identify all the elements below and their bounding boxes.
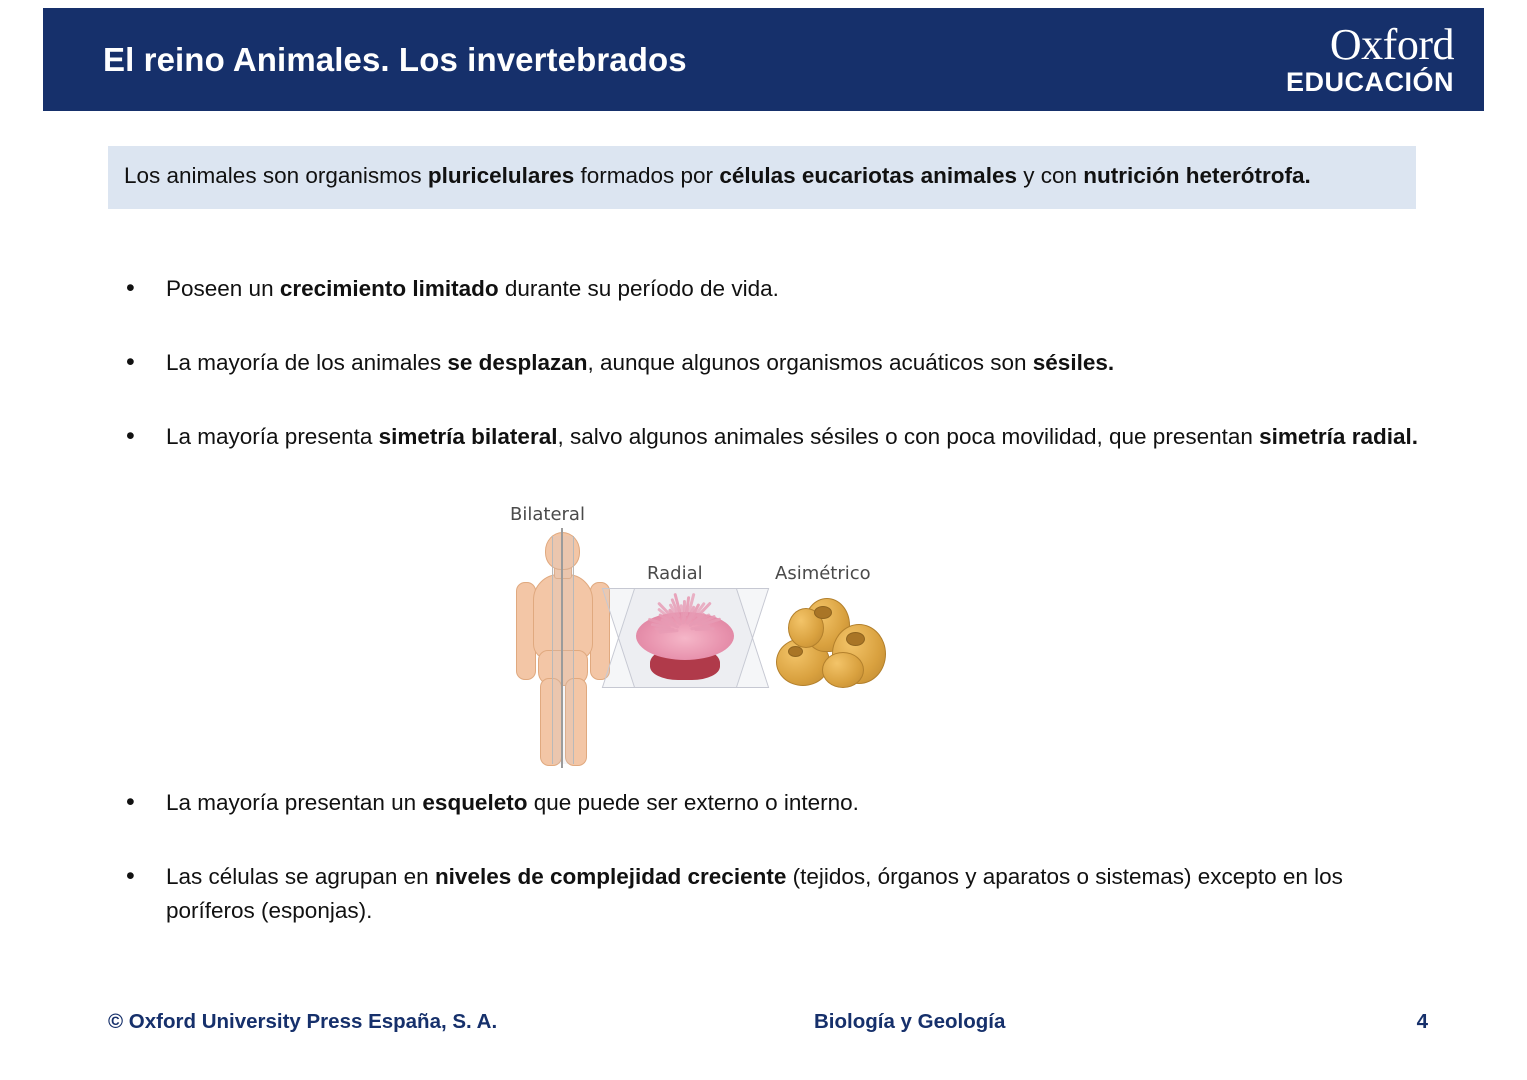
footer-copyright: © Oxford University Press España, S. A. xyxy=(108,1010,498,1033)
list-spacer xyxy=(108,820,1428,860)
list-item-text xyxy=(166,420,1428,454)
plain-text: La mayoría presentan un xyxy=(166,790,423,815)
plain-text: La mayoría de los animales xyxy=(166,349,448,375)
list-item xyxy=(108,420,1428,454)
emphasis-text: crecimiento limitado xyxy=(279,276,499,301)
page-title: El reino Animales. Los invertebrados xyxy=(103,40,687,78)
list-item-text xyxy=(166,346,1428,380)
emphasis-text: sésiles. xyxy=(1032,349,1115,375)
list-item xyxy=(108,860,1428,928)
plain-text: y con xyxy=(1016,163,1084,188)
sponge-illustration xyxy=(770,590,890,695)
bullet-list-top xyxy=(108,272,1428,453)
slide-header xyxy=(43,8,1484,111)
sponge-lobe-5 xyxy=(822,652,864,688)
emphasis-text: simetría bilateral xyxy=(378,423,558,449)
emphasis-text: células eucariotas animales xyxy=(719,163,1017,188)
emphasis-text: simetría radial. xyxy=(1259,423,1418,449)
plain-text: Poseen un xyxy=(166,276,280,301)
sponge-osculum-3 xyxy=(788,646,803,657)
bullet-marker-icon: • xyxy=(126,861,135,890)
list-item xyxy=(108,786,1428,820)
anemone-illustration xyxy=(618,588,753,698)
logo-educacion-text: EDUCACIÓN xyxy=(1285,67,1454,97)
list-item-text xyxy=(166,860,1428,928)
list-item xyxy=(108,346,1428,380)
oxford-educacion-logo xyxy=(1285,20,1462,97)
plain-text: , salvo algunos animales sésiles o con poca movilidad, que presentan xyxy=(557,423,1260,449)
list-item-text xyxy=(166,786,1428,820)
sponge-osculum-2 xyxy=(846,632,865,646)
figure-label-bilateral: Bilateral xyxy=(510,504,585,525)
plain-text: Las células se agrupan en xyxy=(166,863,435,889)
bilateral-symmetry-plane xyxy=(552,536,574,764)
list-spacer xyxy=(108,306,1428,346)
human-body-illustration xyxy=(508,532,616,764)
intro-definition-box xyxy=(108,146,1416,209)
symmetry-figure xyxy=(470,492,950,777)
emphasis-text: niveles de complejidad creciente xyxy=(434,863,787,889)
emphasis-text: pluricelulares xyxy=(427,163,575,188)
bullet-marker-icon: • xyxy=(126,347,135,376)
bilateral-symmetry-axis xyxy=(561,528,563,768)
plain-text: (tejidos, órganos y aparatos o sistemas) excepto en los poríferos (esponjas). xyxy=(166,863,1343,923)
list-item xyxy=(108,272,1428,306)
plain-text: Los animales son organismos xyxy=(124,163,428,188)
plain-text: que puede ser externo o interno. xyxy=(527,790,859,815)
plain-text: durante su período de vida. xyxy=(498,276,779,301)
sponge-osculum-1 xyxy=(814,606,832,619)
plain-text: , aunque algunos organismos acuáticos son xyxy=(587,349,1033,375)
list-spacer xyxy=(108,380,1428,420)
plain-text: formados por xyxy=(574,163,720,188)
footer-page-number: 4 xyxy=(1416,1010,1428,1033)
bullet-marker-icon: • xyxy=(126,421,135,450)
bullet-list-bottom xyxy=(108,786,1428,927)
footer-subject: Biología y Geología xyxy=(814,1010,1006,1033)
intro-text xyxy=(124,163,1311,188)
plain-text: La mayoría presenta xyxy=(166,423,379,449)
list-item-text xyxy=(166,272,1428,306)
figure-label-asymmetric: Asimétrico xyxy=(775,563,871,584)
figure-label-radial: Radial xyxy=(647,563,703,584)
emphasis-text: esqueleto xyxy=(422,790,528,815)
slide-footer xyxy=(108,1010,1428,1050)
bullet-marker-icon: • xyxy=(126,274,135,302)
emphasis-text: se desplazan xyxy=(447,349,588,375)
logo-oxford-text: Oxford xyxy=(1329,20,1454,69)
bullet-marker-icon: • xyxy=(126,788,135,816)
emphasis-text: nutrición heterótrofa. xyxy=(1083,163,1311,188)
